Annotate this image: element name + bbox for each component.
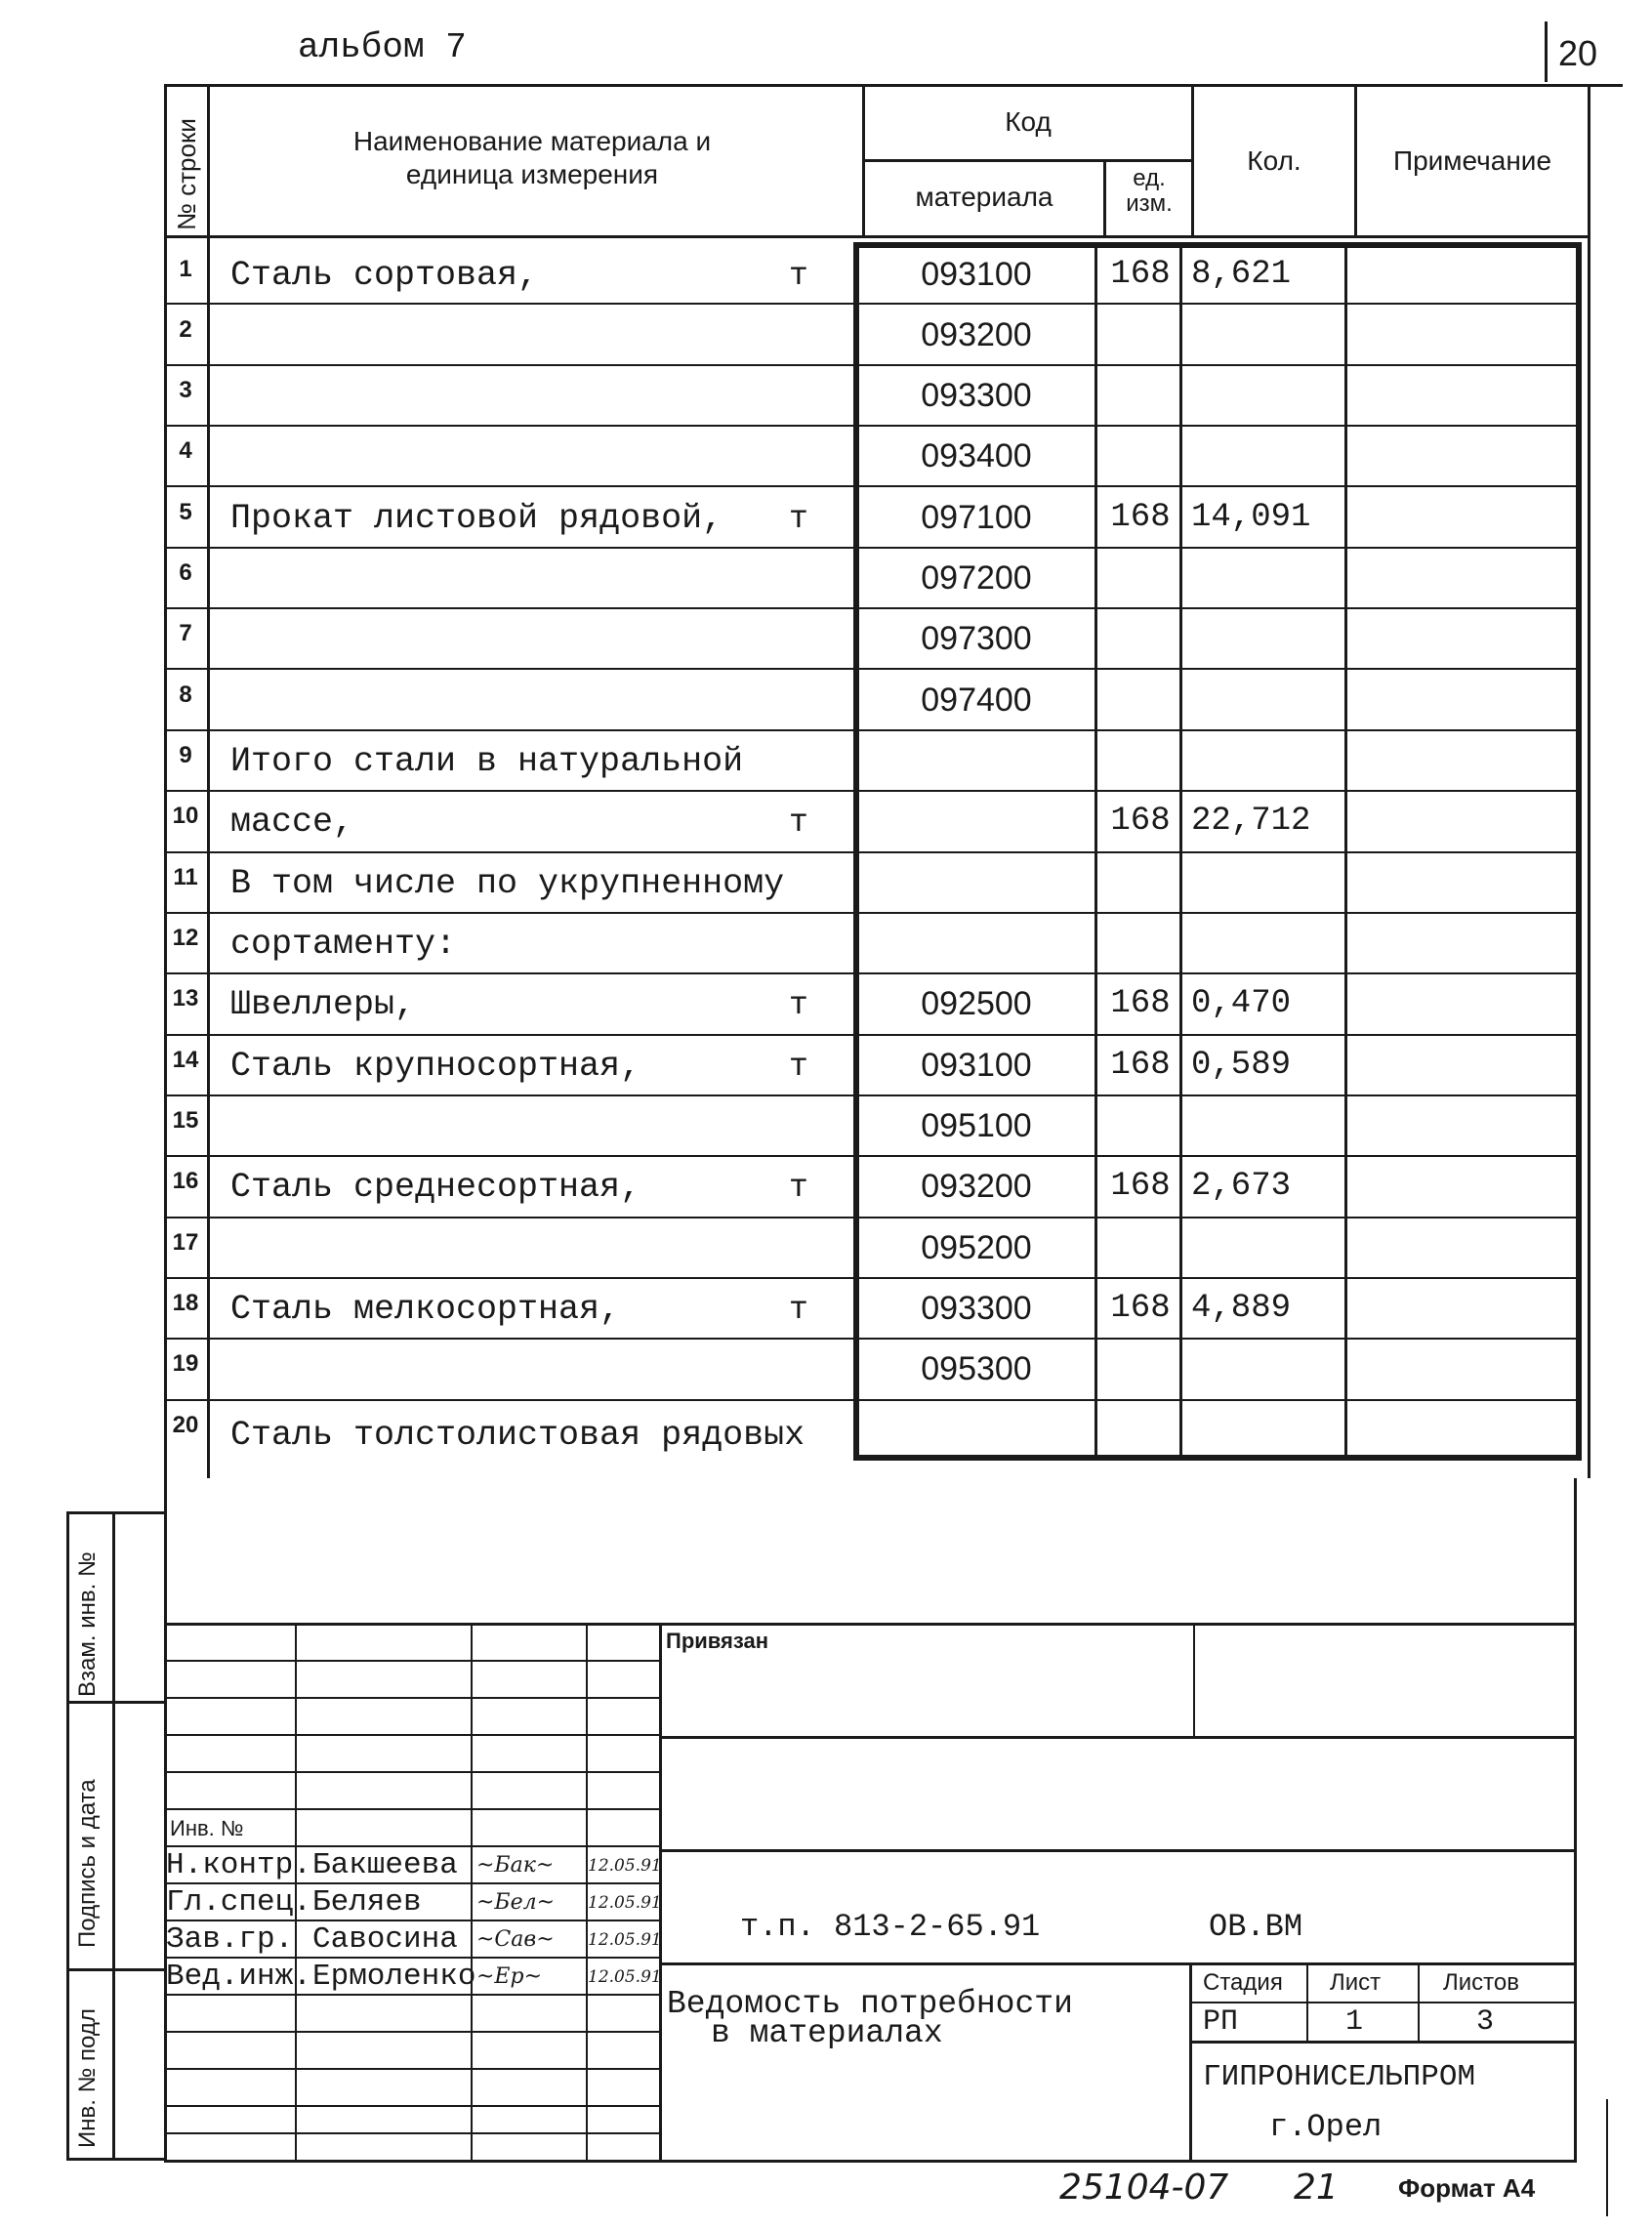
- material-name: В том числе по укрупненному: [230, 864, 785, 903]
- row-number: 4: [179, 437, 192, 464]
- doc-title-line1: Ведомость потребности: [667, 1986, 1073, 2022]
- material-code: 095300: [921, 1350, 1032, 1387]
- row-number: 5: [179, 499, 192, 525]
- approver-name: Ермоленко: [312, 1960, 476, 1994]
- unit-code: 168: [1110, 1290, 1171, 1327]
- unit-code: 168: [1110, 985, 1171, 1022]
- material-code: 093200: [921, 316, 1032, 353]
- row-number: 1: [179, 256, 192, 282]
- doc-title-line2: в материалах: [711, 2015, 943, 2051]
- quantity: 0,589: [1191, 1047, 1292, 1084]
- footer-sheet: 21: [1294, 2168, 1339, 2208]
- side-label-podpis: Подпись и дата: [74, 1779, 101, 1948]
- material-unit: т: [789, 501, 808, 537]
- approver-signature: ~Ер~: [476, 1964, 543, 1989]
- material-code: 097400: [921, 681, 1032, 719]
- quantity: 14,091: [1191, 499, 1311, 536]
- org-name: ГИПРОНИСЕЛЬПРОМ: [1203, 2060, 1476, 2094]
- row-number: 13: [172, 985, 199, 1012]
- approver-role: Вед.инж.: [166, 1960, 311, 1994]
- material-code: 093100: [921, 1047, 1032, 1084]
- approver-name: Савосина: [312, 1922, 458, 1957]
- approver-signature: ~Бел~: [476, 1890, 556, 1915]
- header-code: Код: [1005, 106, 1052, 137]
- row-number: 11: [173, 864, 198, 890]
- header-quantity: Кол.: [1247, 145, 1301, 176]
- material-name: Сталь среднесортная,: [230, 1168, 641, 1207]
- material-code: 093200: [921, 1168, 1032, 1205]
- album-label: альбом 7: [298, 27, 467, 67]
- material-unit: т: [789, 805, 808, 841]
- quantity: 2,673: [1191, 1168, 1292, 1205]
- approver-signature: ~Сав~: [476, 1927, 555, 1952]
- row-number: 3: [179, 377, 192, 403]
- row-number: 12: [172, 925, 199, 951]
- quantity: 0,470: [1191, 985, 1292, 1022]
- sheet-value: 1: [1345, 2005, 1364, 2039]
- header-name: Наименование материала и единица измерения: [352, 126, 712, 189]
- material-name: сортаменту:: [230, 925, 457, 964]
- material-unit: т: [789, 1170, 808, 1206]
- quantity: 22,712: [1191, 803, 1311, 840]
- material-name: Сталь толстолистовая рядовых: [230, 1416, 805, 1455]
- stage-value: РП: [1203, 2005, 1239, 2039]
- stage-label: Стадия: [1203, 1969, 1283, 1996]
- row-number: 17: [172, 1229, 199, 1256]
- material-code: 093400: [921, 437, 1032, 475]
- approver-date: 12.05.91: [588, 1856, 662, 1876]
- sheets-label: Листов: [1443, 1969, 1519, 1996]
- material-unit: т: [789, 258, 808, 294]
- footer-format: Формат А4: [1398, 2173, 1536, 2203]
- material-name: Сталь мелкосортная,: [230, 1290, 621, 1329]
- doc-mark: ОВ.ВМ: [1209, 1909, 1303, 1945]
- quantity: 8,621: [1191, 256, 1292, 293]
- header-row-no: № строки: [172, 118, 201, 230]
- material-code: 095200: [921, 1229, 1032, 1266]
- approver-name: Бакшеева: [312, 1848, 458, 1882]
- row-number: 19: [172, 1350, 199, 1377]
- material-unit: т: [789, 987, 808, 1023]
- approver-role: Н.контр.: [166, 1848, 311, 1882]
- approver-signature: ~Бак~: [476, 1853, 555, 1878]
- row-number: 14: [172, 1047, 199, 1073]
- sheet-label: Лист: [1330, 1969, 1382, 1996]
- material-code: 095100: [921, 1107, 1032, 1144]
- approver-date: 12.05.91: [588, 1930, 662, 1950]
- material-name: Прокат листовой рядовой,: [230, 499, 723, 538]
- material-unit: т: [789, 1292, 808, 1328]
- page-number: 20: [1558, 33, 1598, 73]
- unit-code: 168: [1110, 1047, 1171, 1084]
- approver-date: 12.05.91: [588, 1967, 662, 1987]
- org-city: г.Орел: [1269, 2109, 1383, 2145]
- row-number: 18: [172, 1290, 199, 1316]
- inv-no-label: Инв. №: [170, 1816, 244, 1840]
- row-number: 7: [179, 620, 192, 646]
- row-number: 20: [172, 1412, 199, 1438]
- row-number: 9: [179, 742, 192, 768]
- approver-date: 12.05.91: [588, 1893, 662, 1913]
- row-number: 6: [179, 559, 192, 586]
- privyazan-label: Привязан: [666, 1629, 769, 1653]
- header-note: Примечание: [1392, 145, 1552, 176]
- doc-code: т.п. 813-2-65.91: [740, 1909, 1041, 1945]
- row-number: 16: [172, 1168, 199, 1194]
- row-number: 2: [179, 316, 192, 343]
- material-code: 097200: [921, 559, 1032, 597]
- unit-code: 168: [1110, 803, 1171, 840]
- unit-code: 168: [1110, 1168, 1171, 1205]
- footer-right-rule: [1606, 2099, 1608, 2216]
- header-code-unit: ед. изм.: [1126, 165, 1173, 217]
- row-number: 10: [172, 803, 199, 829]
- material-name: Сталь крупносортная,: [230, 1047, 641, 1086]
- header-code-material: материала: [915, 182, 1053, 212]
- material-name: Швеллеры,: [230, 985, 416, 1024]
- row-number: 8: [179, 681, 192, 708]
- unit-code: 168: [1110, 256, 1171, 293]
- material-code: 097100: [921, 499, 1032, 536]
- footer-number: 25104-07: [1059, 2168, 1229, 2208]
- material-name: массе,: [230, 803, 354, 842]
- approver-role: Гл.спец.: [166, 1885, 311, 1920]
- material-code: 097300: [921, 620, 1032, 657]
- side-label-inv-podl: Инв. № подл: [74, 2008, 101, 2148]
- material-code: 093300: [921, 1290, 1032, 1327]
- sheets-value: 3: [1476, 2005, 1495, 2039]
- material-name: Сталь сортовая,: [230, 256, 539, 295]
- material-name: Итого стали в натуральной: [230, 742, 744, 781]
- approver-role: Зав.гр.: [166, 1922, 294, 1957]
- material-code: 093300: [921, 377, 1032, 414]
- row-number: 15: [172, 1107, 199, 1134]
- material-code: 092500: [921, 985, 1032, 1022]
- approver-name: Беляев: [312, 1885, 422, 1920]
- page-number-divider: [1545, 21, 1548, 82]
- unit-code: 168: [1110, 499, 1171, 536]
- quantity: 4,889: [1191, 1290, 1292, 1327]
- side-label-vzam: Взам. инв. №: [74, 1551, 101, 1697]
- material-code: 093100: [921, 256, 1032, 293]
- material-unit: т: [789, 1049, 808, 1085]
